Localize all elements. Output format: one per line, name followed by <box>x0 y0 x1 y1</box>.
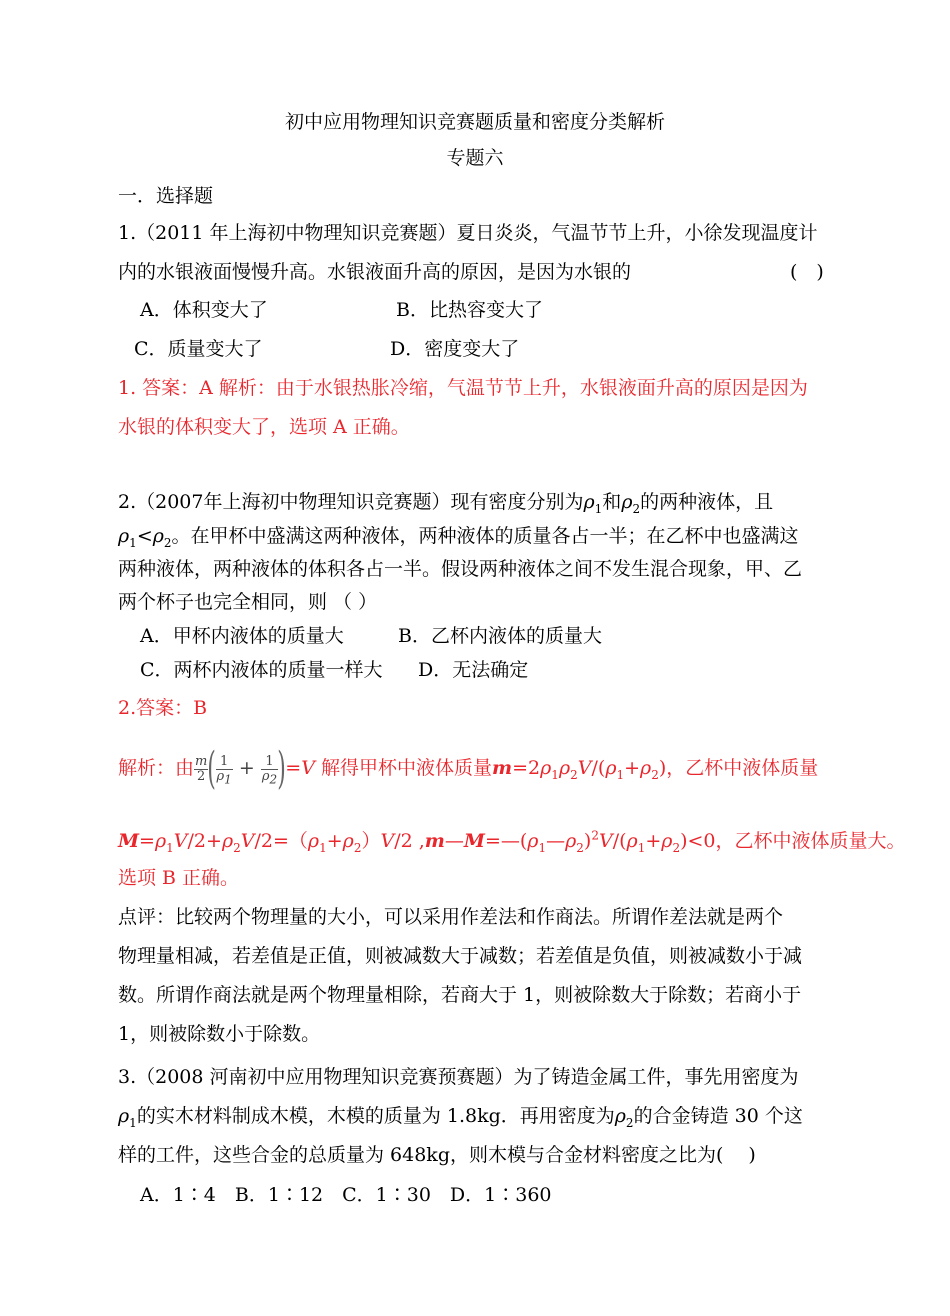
q1-option-d: D．密度变大了 <box>390 338 520 360</box>
q2-stem-line2: $\rho_1<\rho_2$。在甲杯中盛满这两种液体，两种液体的质量各占一半；在乙杯中也盛满这 <box>118 525 799 550</box>
q2-analysis-line3: 选项 B 正确。 <box>118 867 240 889</box>
section-heading: 一．选择题 <box>118 185 214 207</box>
q1-answer-line2: 水银的体积变大了，选项 A 正确。 <box>118 416 410 438</box>
page-subtitle: 专题六 <box>446 147 504 169</box>
q2-answer: 2.答案：B <box>118 697 208 719</box>
page-title: 初中应用物理知识竞赛题质量和密度分类解析 <box>284 111 665 133</box>
q1-answer-line1: 1. 答案：A 解析：由于水银热胀冷缩，气温节节上升，水银液面升高的原因是因为 <box>118 377 808 399</box>
q2-stem-line1: 2.（2007年上海初中物理知识竞赛题）现有密度分别为$\rho_1$和$\rho_2$的两种液体，且 <box>118 491 774 516</box>
q1-answer-bracket: ( ) <box>790 261 824 283</box>
q1-stem-line2: 内的水银液面慢慢升高。水银液面升高的原因，是因为水银的 <box>118 261 632 283</box>
q3-stem-line2: $\rho_1$的实木材料制成木模，木模的质量为 1.8kg．再用密度为$\rho_2$的合金铸造 30 个这 <box>118 1105 803 1130</box>
q2-stem-line3: 两种液体，两种液体的体积各占一半。假设两种液体之间不发生混合现象，甲、乙 <box>118 558 803 580</box>
q2-analysis-line1: 解析：由 $\frac{m}{2}$ ( $\frac{1}{\rho_1}$ + $\frac{1}{\rho_2}$ )=V 解得甲杯中液体质量$m=2\rho_1\rho_2V/(\rho_1+\rho_2)$，乙杯中液体质量 <box>118 743 819 794</box>
q3-stem-line3: 样的工件，这些合金的总质量为 648kg，则木模与合金材料密度之比为( ) <box>118 1144 756 1166</box>
q2-comment-line1: 点评：比较两个物理量的大小，可以采用作差法和作商法。所谓作差法就是两个 <box>118 906 784 928</box>
q1-option-b: B．比热容变大了 <box>396 299 543 321</box>
q3-options: A．1∶4 B．1∶12 C．1∶30 D．1∶360 <box>140 1184 552 1206</box>
q2-stem-line4: 两个杯子也完全相同，则 （ ） <box>118 591 378 613</box>
q2-comment-line4: 1，则被除数小于除数。 <box>118 1023 321 1045</box>
q3-stem-line1: 3.（2008 河南初中应用物理知识竞赛预赛题）为了铸造金属工件，事先用密度为 <box>118 1066 799 1088</box>
q2-option-b: B．乙杯内液体的质量大 <box>398 625 602 647</box>
formula-image: $\frac{m}{2}$ ( $\frac{1}{\rho_1}$ + $\frac{1}{\rho_2}$ ) <box>195 743 286 794</box>
q1-option-c: C．质量变大了 <box>134 338 263 360</box>
q1-option-a: A．体积变大了 <box>140 299 268 321</box>
q2-comment-line2: 物理量相减，若差值是正值，则被减数大于减数；若差值是负值，则被减数小于减 <box>118 945 803 967</box>
q2-comment-line3: 数。所谓作商法就是两个物理量相除，若商大于 1，则被除数大于除数；若商小于 <box>118 984 802 1006</box>
q2-option-d: D．无法确定 <box>418 659 529 681</box>
q2-option-c: C．两杯内液体的质量一样大 <box>140 659 383 681</box>
q2-analysis-line2: $M=\rho_1V/2+\rho_2V/2=(\rho_1+\rho_2)V/2$ $,m—M=—(\rho_1—\rho_2)^2V/(\rho_1+\rho_2)<0$，乙杯中液体质量大。 <box>118 828 906 855</box>
q2-option-a: A．甲杯内液体的质量大 <box>140 625 344 647</box>
q1-stem-line1: 1.（2011 年上海初中物理知识竞赛题）夏日炎炎，气温节节上升，小徐发现温度计 <box>118 222 818 244</box>
